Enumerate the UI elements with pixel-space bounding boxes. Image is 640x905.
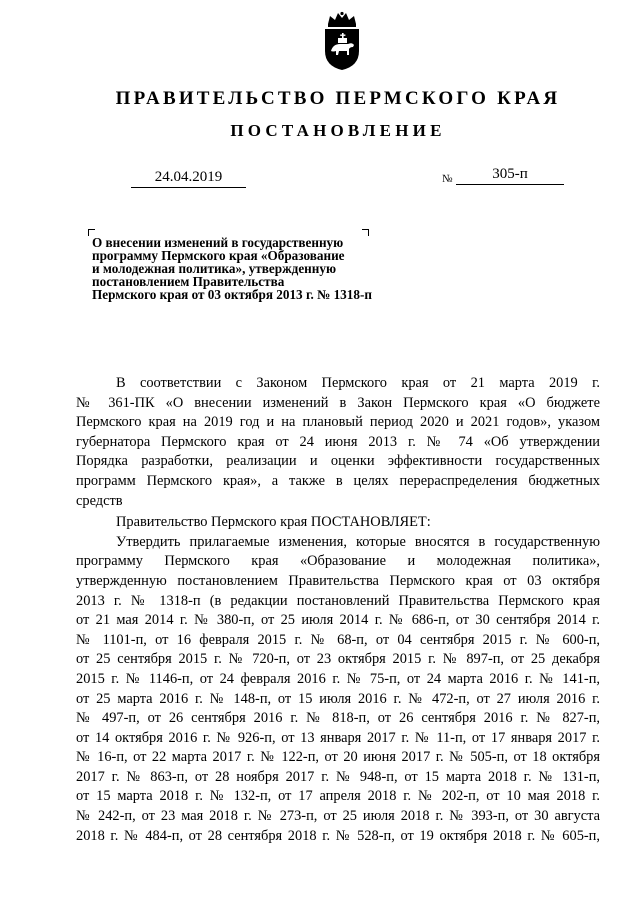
- body-line: от 14 октября 2016 г. № 926-п, от 13 января 2017 г. № 11-п, от 17 января 2017 г.: [76, 729, 600, 746]
- body-line: № 361-ПК «О внесении изменений в Закон Пермского края «О бюджете: [76, 394, 600, 411]
- perm-krai-coat-of-arms-icon: [321, 11, 363, 71]
- body-line: № 497-п, от 26 сентября 2016 г. № 818-п, от 26 сентября 2016 г. № 827-п,: [76, 710, 600, 727]
- number-sign: №: [442, 173, 453, 185]
- subject-line: и молодежная политика», утвержденную: [92, 261, 337, 276]
- subject-line: О внесении изменений в государственную: [92, 235, 344, 250]
- body-line: губернатора Пермского края от 24 июня 2013 г. № 74 «Об утверждении: [76, 433, 600, 450]
- preamble-paragraph: [76, 374, 600, 511]
- subject-line: программу Пермского края «Образование: [92, 248, 345, 263]
- body-line: № 1101-п, от 16 февраля 2015 г. № 68-п, от 04 сентября 2015 г. № 600-п,: [76, 631, 600, 648]
- body-line: Утвердить прилагаемые изменения, которые вносятся в государственную: [116, 533, 600, 550]
- government-title: ПРАВИТЕЛЬСТВО ПЕРМСКОГО КРАЯ: [115, 88, 561, 109]
- document-date: 24.04.2019: [131, 169, 246, 188]
- body-line: 2018 г. № 484-п, от 28 сентября 2018 г. № 528-п, от 19 октября 2018 г. № 605-п,: [76, 827, 600, 844]
- body-line: утвержденную постановлением Правительства Пермского края от 03 октября: [76, 572, 600, 589]
- subject-line: постановлением Правительства: [92, 274, 285, 289]
- subject-line: Пермского края от 03 октября 2013 г. № 1318-п: [92, 287, 372, 302]
- body-line: 2015 г. № 1146-п, от 24 февраля 2016 г. № 75-п, от 24 марта 2016 г. № 141-п,: [76, 670, 600, 687]
- body-line: от 21 мая 2014 г. № 380-п, от 25 июля 2014 г. № 686-п, от 30 сентября 2014 г.: [76, 612, 600, 629]
- document-body: [76, 374, 600, 846]
- body-line: № 242-п, от 23 мая 2018 г. № 273-п, от 25 июля 2018 г. № 393-п, от 30 августа: [76, 808, 600, 825]
- body-line: от 25 сентября 2015 г. № 720-п, от 23 октября 2015 г. № 897-п, от 25 декабря: [76, 651, 600, 668]
- body-line: Пермского края на 2019 год и на плановый период 2020 и 2021 годов», указом: [76, 414, 600, 431]
- document-number: 305-п: [456, 166, 564, 185]
- document-type: ПОСТАНОВЛЕНИЕ: [230, 121, 446, 140]
- body-line: В соответствии с Законом Пермского края от 21 марта 2019 г.: [116, 375, 600, 391]
- item-paragraph: [76, 533, 600, 847]
- body-line: программу Пермского края «Образование и молодежная политика»,: [76, 553, 600, 570]
- body-line: Порядка разработки, реализации и оценки эффективности государственных: [76, 453, 600, 470]
- body-line: средств: [76, 492, 123, 509]
- body-line: от 15 марта 2018 г. № 132-п, от 17 апреля 2018 г. № 202-п, от 10 мая 2018 г.: [76, 788, 600, 805]
- document-subject: [92, 236, 432, 301]
- resolves-line: Правительство Пермского края ПОСТАНОВЛЯЕТ:: [116, 514, 431, 531]
- body-line: от 25 марта 2016 г. № 148-п, от 15 июля 2016 г. № 472-п, от 27 июля 2016 г.: [76, 690, 600, 707]
- body-line: 2017 г. № 863-п, от 28 ноября 2017 г. № 948-п, от 15 марта 2018 г. № 131-п,: [76, 768, 600, 785]
- body-line: 2013 г. № 1318-п (в редакции постановлений Правительства Пермского края: [76, 592, 600, 609]
- subject-bracket-right: [362, 229, 369, 236]
- body-line: программ Пермского края», а также в целях перераспределения бюджетных: [76, 472, 600, 489]
- body-line: № 16-п, от 22 марта 2017 г. № 122-п, от 20 июня 2017 г. № 505-п, от 18 октября: [76, 749, 600, 766]
